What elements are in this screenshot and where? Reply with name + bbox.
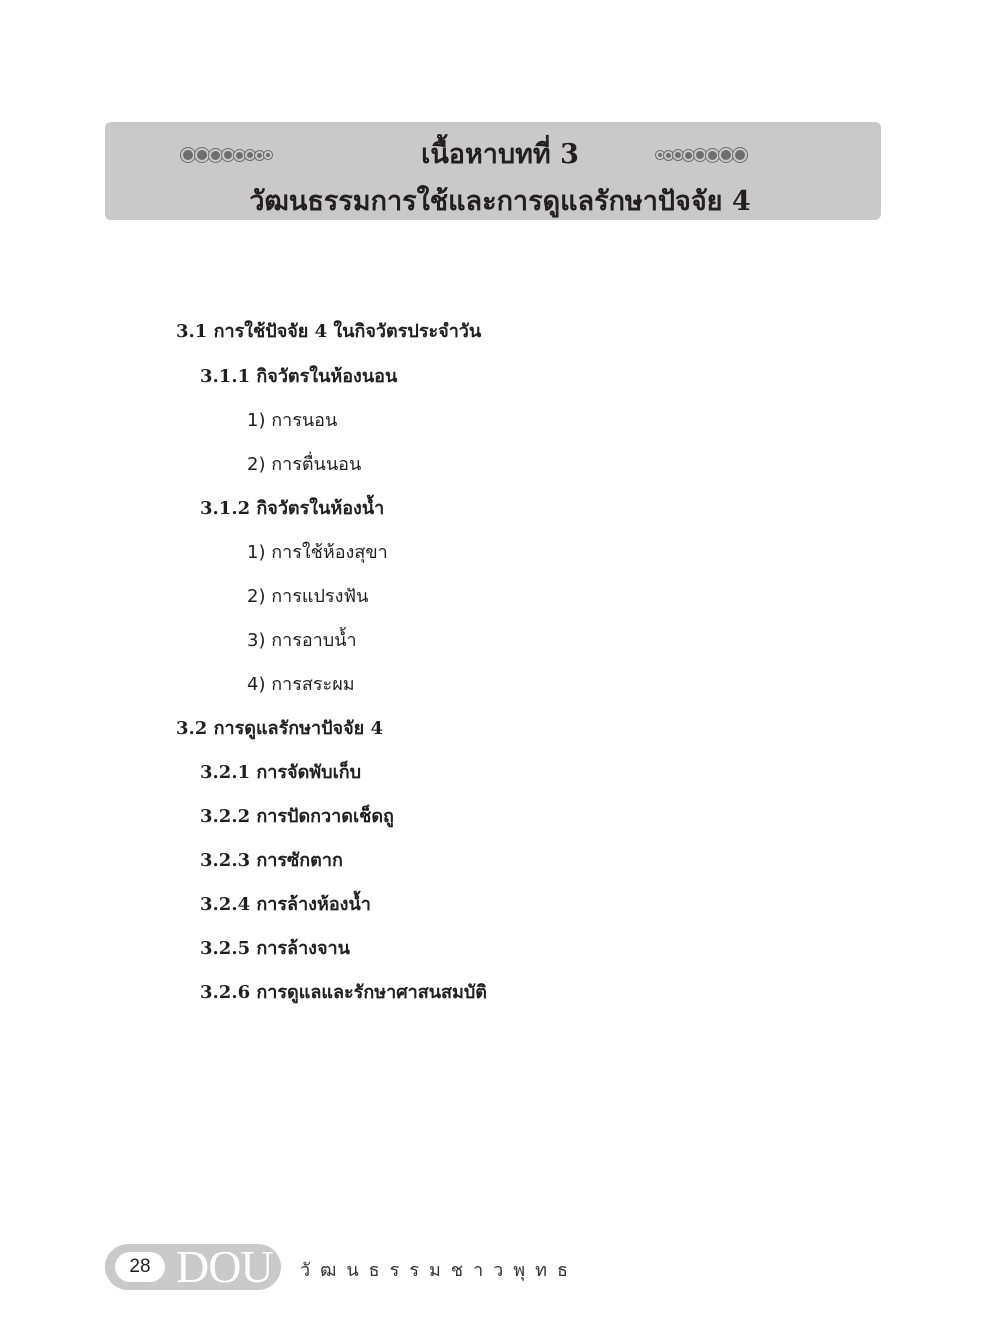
- toc-item-brushing: 2) การแปรงฟัน: [247, 586, 369, 607]
- toc-section-3-1: 3.1 การใช้ปัจจัย 4 ในกิจวัตรประจำวัน: [176, 321, 482, 342]
- toc-item-bathing: 3) การอาบน้ำ: [247, 630, 357, 651]
- toc-section-3-2-3: 3.2.3 การซักตาก: [200, 850, 343, 871]
- toc-section-3-1-1: 3.1.1 กิจวัตรในห้องนอน: [200, 366, 398, 387]
- toc-item-toilet: 1) การใช้ห้องสุขา: [247, 542, 388, 563]
- toc-section-3-2-2: 3.2.2 การปัดกวาดเช็ดถู: [200, 806, 394, 827]
- toc-item-sleeping: 1) การนอน: [247, 410, 338, 431]
- toc-item-hair-washing: 4) การสระผม: [247, 674, 355, 695]
- toc-section-3-2: 3.2 การดูแลรักษาปัจจัย 4: [176, 718, 383, 739]
- toc-item-waking: 2) การตื่นนอน: [247, 454, 362, 475]
- page-number: 28: [115, 1252, 165, 1282]
- chapter-subtitle: วัฒนธรรมการใช้และการดูแลรักษาปัจจัย 4: [249, 186, 751, 217]
- dou-logo: DOU: [176, 1241, 273, 1292]
- toc-section-3-2-1: 3.2.1 การจัดพับเก็บ: [200, 762, 362, 783]
- toc-section-3-1-2: 3.1.2 กิจวัตรในห้องน้ำ: [200, 498, 385, 519]
- toc-section-3-2-5: 3.2.5 การล้างจาน: [200, 938, 350, 959]
- book-title: วัฒนธรรมชาวพุทธ: [300, 1260, 579, 1281]
- toc-section-3-2-6: 3.2.6 การดูแลและรักษาศาสนสมบัติ: [200, 982, 487, 1003]
- chapter-title: เนื้อหาบทที่ 3: [421, 139, 579, 170]
- toc-section-3-2-4: 3.2.4 การล้างห้องน้ำ: [200, 894, 371, 915]
